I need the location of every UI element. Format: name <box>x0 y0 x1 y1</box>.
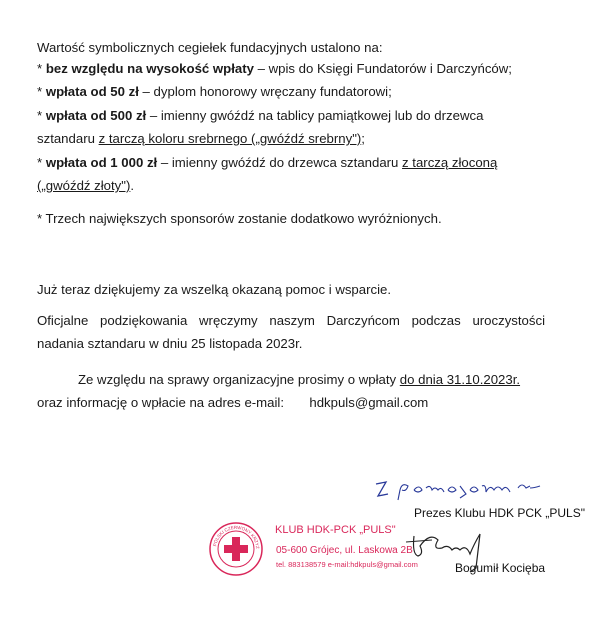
list-item-continuation <box>37 131 365 147</box>
svg-text:POLSKI CZERWONY KRZYŻ: POLSKI CZERWONY KRZYŻ <box>212 524 261 549</box>
email-text: hdkpuls@gmail.com <box>309 395 429 410</box>
list-item <box>37 84 392 100</box>
item-bold: wpłata od 1 000 zł <box>45 155 158 170</box>
item-text: – imienny gwóźdź na tablicy pamiątkowej lub do drzewca <box>146 108 484 123</box>
bullet: * <box>37 84 43 99</box>
item-bold: wpłata od 500 zł <box>45 108 147 123</box>
note-text: * Trzech największych sponsorów zostanie dodatkowo wyróżnionych. <box>37 211 442 226</box>
thanks-text: Już teraz dziękujemy za wszelką okazaną pomoc i wsparcie. <box>37 282 392 297</box>
official-paragraph <box>37 313 545 329</box>
official-line-2: nadania sztandaru w dniu 25 listopada 2023r. <box>37 336 303 351</box>
payment-text: oraz informację o wpłacie na adres e-mail: <box>37 395 285 410</box>
list-item <box>37 61 512 77</box>
bullet: * <box>37 108 43 123</box>
item-underlined: z tarczą złoconą <box>402 155 498 170</box>
stamp-address: 05-600 Grójec, ul. Laskowa 2B <box>276 545 413 556</box>
item-text: sztandaru <box>37 131 99 146</box>
intro-text: Wartość symbolicznych cegiełek fundacyjnych ustalono na: <box>37 40 383 55</box>
item-text: . <box>130 178 135 193</box>
payment-line-2 <box>37 395 428 411</box>
item-text: – wpis do Księgi Fundatorów i Darczyńców; <box>253 61 512 76</box>
list-item <box>37 155 497 171</box>
list-item <box>37 108 483 124</box>
stamp-title: KLUB HDK-PCK „PULS" <box>275 524 396 536</box>
signature-name: Bogumił Kocięba <box>455 561 546 575</box>
item-bold: wpłata od 50 zł <box>45 84 139 99</box>
official-line-1: Oficjalne podziękowania wręczymy naszym Darczyńcom podczas uroczystości <box>37 313 545 328</box>
item-text: – dyplom honorowy wręczany fundatorowi; <box>138 84 392 99</box>
bullet: * <box>37 61 43 76</box>
item-text: ; <box>361 131 365 146</box>
bullet: * <box>37 155 43 170</box>
item-underlined: („gwóźdź złoty") <box>37 178 131 193</box>
item-text: – imienny gwóźdź do drzewca sztandaru <box>157 155 403 170</box>
payment-deadline: do dnia 31.10.2023r. <box>399 372 521 387</box>
payment-text: Ze względu na sprawy organizacyjne prosimy o wpłaty <box>78 372 400 387</box>
stamp-contact: tel. 883138579 e-mail:hdkpuls@gmail.com <box>276 560 418 569</box>
item-bold: bez względu na wysokość wpłaty <box>45 61 254 76</box>
item-underlined: z tarczą koloru srebrnego („gwóźdź srebrny") <box>98 131 362 146</box>
payment-line-1 <box>78 372 520 388</box>
signature-role: Prezes Klubu HDK PCK „PULS" <box>414 506 585 520</box>
pck-stamp-logo <box>208 521 264 577</box>
list-item-continuation <box>37 178 134 194</box>
